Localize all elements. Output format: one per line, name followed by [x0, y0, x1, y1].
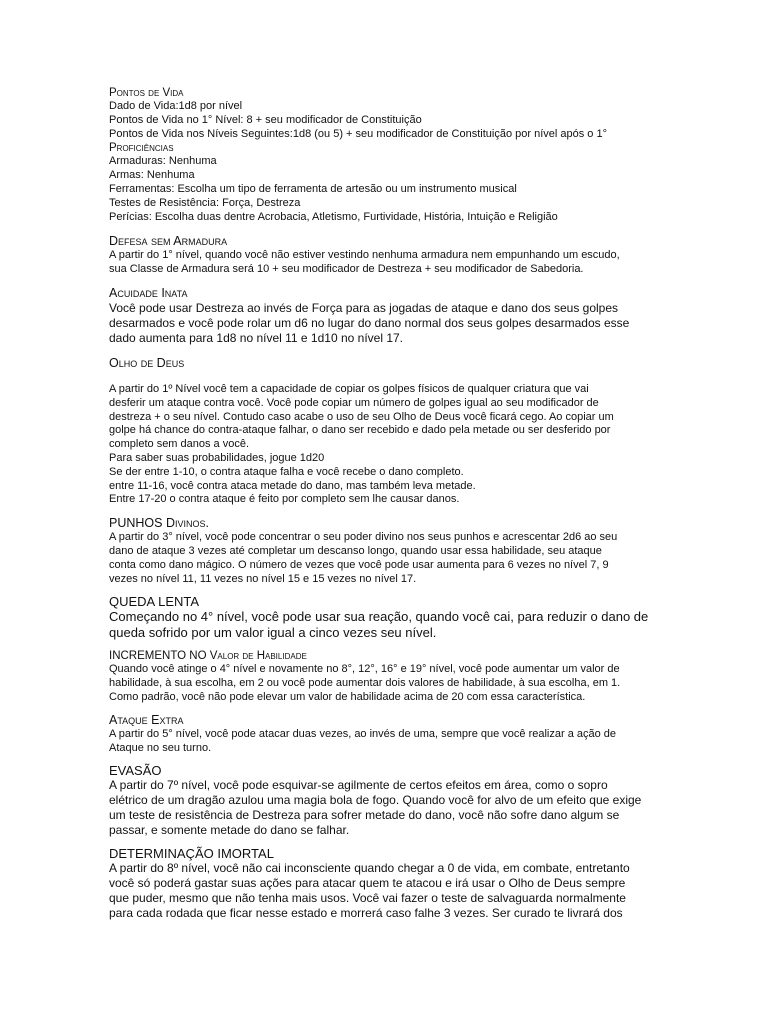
text-line: desarmados e você pode rolar um d6 no lugar do dano normal dos seus golpes desarmados esse: [109, 315, 630, 330]
heading-incremento-valor-habilidade: [109, 649, 669, 663]
section-proficiencias: [109, 141, 669, 224]
text-line: que puder, mesmo que não tenha mais usos. Você vai fazer o teste de salvaguarda normalmente: [109, 891, 626, 906]
text-line: Pontos de Vida nos Níveis Seguintes:1d8 (ou 5) + seu modificador de Constituição por nível após o 1°: [109, 127, 607, 140]
text-line: conta como dano mágico. O número de vezes que você pode usar aumenta para 6 vezes no nível 7, 9: [109, 558, 609, 571]
text-line: Testes de Resistência: Força, Destreza: [109, 196, 301, 209]
text-line: Como padrão, você não pode elevar um valor de habilidade acima de 20 com essa característica.: [109, 690, 586, 703]
text-line: Você pode usar Destreza ao invés de Força para as jogadas de ataque e dano dos seus golpes: [109, 300, 619, 315]
heading-pontos-de-vida: Pontos de Vida: [109, 87, 184, 99]
text-line: Dado de Vida:1d8 por nível: [109, 100, 243, 112]
text-line: entre 11-16, você contra ataca metade do dano, mas também leva metade.: [109, 479, 476, 492]
heading-defesa-sem-armadura: Defesa sem Armadura: [109, 234, 228, 249]
heading-caps: INCREMENTO NO: [109, 650, 210, 663]
heading-acuidade-inata: Acuidade Inata: [109, 285, 188, 300]
section-defesa-sem-armadura: [109, 234, 669, 277]
heading-ataque-extra: Ataque Extra: [109, 712, 184, 727]
text-line: Para saber suas probabilidades, jogue 1d20: [109, 451, 325, 464]
text-line: A partir do 3° nível, você pode concentrar o seu poder divino nos seus punhos e acrescentar 2d6 ao seu: [109, 531, 618, 544]
heading-olho-de-deus: Olho de Deus: [109, 355, 185, 370]
text-line: Perícias: Escolha duas dentre Acrobacia, Atletismo, Furtividade, História, Intuição e Religião: [109, 210, 558, 223]
text-line: A partir do 7º nível, você pode esquivar-se agilmente de certos efeitos em área, como o sopro: [109, 778, 608, 793]
text-line: Se der entre 1-10, o contra ataque falha e você recebe o dano completo.: [109, 465, 464, 478]
text-line: Ferramentas: Escolha um tipo de ferramenta de artesão ou um instrumento musical: [109, 182, 517, 195]
text-line: Armas: Nenhuma: [109, 169, 195, 182]
text-line: A partir do 1º Nível você tem a capacidade de copiar os golpes físicos de qualquer criatura que vai: [109, 382, 589, 395]
text-line: queda sofrido por um valor igual a cinco vezes seu nível.: [109, 624, 437, 640]
text-line: passar, e somente metade do dano se falhar.: [109, 823, 350, 838]
section-olho-de-deus: [109, 356, 669, 507]
text-line: Quando você atinge o 4° nível e novamente no 8°, 12°, 16° e 19° nível, você pode aumentar um valor de: [109, 663, 620, 676]
text-line: um teste de resistência de Destreza para sofrer metade do dano, você não sofre dano algum se: [109, 808, 620, 823]
heading-queda-lenta: QUEDA LENTA: [109, 594, 200, 610]
heading-small-caps: Valor de Habilidade: [209, 650, 307, 663]
section-queda-lenta: [109, 594, 669, 640]
text-line: Entre 17-20 o contra ataque é feito por completo sem lhe causar danos.: [109, 493, 460, 506]
heading-small-caps: Divinos.: [165, 516, 209, 531]
section-acuidade-inata: [109, 286, 669, 346]
heading-determinacao-imortal: DETERMINAÇÃO IMORTAL: [109, 846, 274, 862]
text-line: desferir um ataque contra você. Você pode copiar um número de golpes igual ao seu modificador de: [109, 396, 599, 409]
heading-evasao: EVASÃO: [109, 763, 162, 779]
text-line: Ataque no seu turno.: [109, 741, 212, 754]
text-line: sua Classe de Armadura será 10 + seu modificador de Destreza + seu modificador de Sabedoria.: [109, 263, 584, 276]
section-pontos-de-vida: [109, 86, 669, 141]
text-line: golpe há chance do contra-ataque falhar, o dano ser recebido e dado pela metade ou ser desferido por: [109, 424, 611, 437]
text-line: para cada rodada que ficar nesse estado e morrerá caso falhe 3 vezes. Ser curado te livrará dos: [109, 906, 623, 921]
section-evasao: [109, 763, 669, 838]
text-line: A partir do 1° nível, quando você não estiver vestindo nenhuma armadura nem empunhando um escudo,: [109, 249, 620, 262]
section-ataque-extra: [109, 713, 669, 756]
text-line: Pontos de Vida no 1° Nível: 8 + seu modificador de Constituição: [109, 113, 422, 126]
text-line: você só poderá gastar suas ações para atacar quem te atacou e irá usar o Olho de Deus sempre: [109, 876, 626, 891]
heading-proficiencias: Proficiências: [109, 142, 174, 155]
text-line: dado aumenta para 1d8 no nível 11 e 1d10 no nível 17.: [109, 330, 404, 345]
document-content: [109, 86, 669, 921]
text-line: dano de ataque 3 vezes até completar um descanso longo, quando usar essa habilidade, seu ataque: [109, 544, 602, 557]
section-punhos-divinos: [109, 516, 669, 586]
section-determinacao-imortal: [109, 846, 669, 921]
text-line: A partir do 5° nível, você pode atacar duas vezes, ao invés de uma, sempre que você realizar a ação de: [109, 727, 617, 740]
heading-caps: PUNHOS: [109, 516, 166, 531]
text-line: vezes no nível 11, 11 vezes no nível 15 e 15 vezes no nível 17.: [109, 572, 417, 585]
text-line: A partir do 8º nível, você não cai inconsciente quando chegar a 0 de vida, em combate, entretanto: [109, 861, 630, 876]
spacer: [109, 371, 669, 383]
text-line: Armaduras: Nenhuma: [109, 155, 217, 168]
text-line: destreza + o seu nível. Contudo caso acabe o uso de seu Olho de Deus você ficará cego. Ao copiar um: [109, 410, 614, 423]
section-incremento-valor-habilidade: [109, 649, 669, 704]
text-line: completo sem danos a você.: [109, 438, 250, 451]
text-line: elétrico de um dragão azulou uma magia bola de fogo. Quando você for alvo de um efeito que exige: [109, 793, 642, 808]
heading-punhos-divinos: [109, 516, 669, 531]
text-line: Começando no 4° nível, você pode usar sua reação, quando você cai, para reduzir o dano de: [109, 609, 649, 625]
text-line: habilidade, à sua escolha, em 2 ou você pode aumentar dois valores de habilidade, à sua escolha, em 1.: [109, 677, 621, 690]
